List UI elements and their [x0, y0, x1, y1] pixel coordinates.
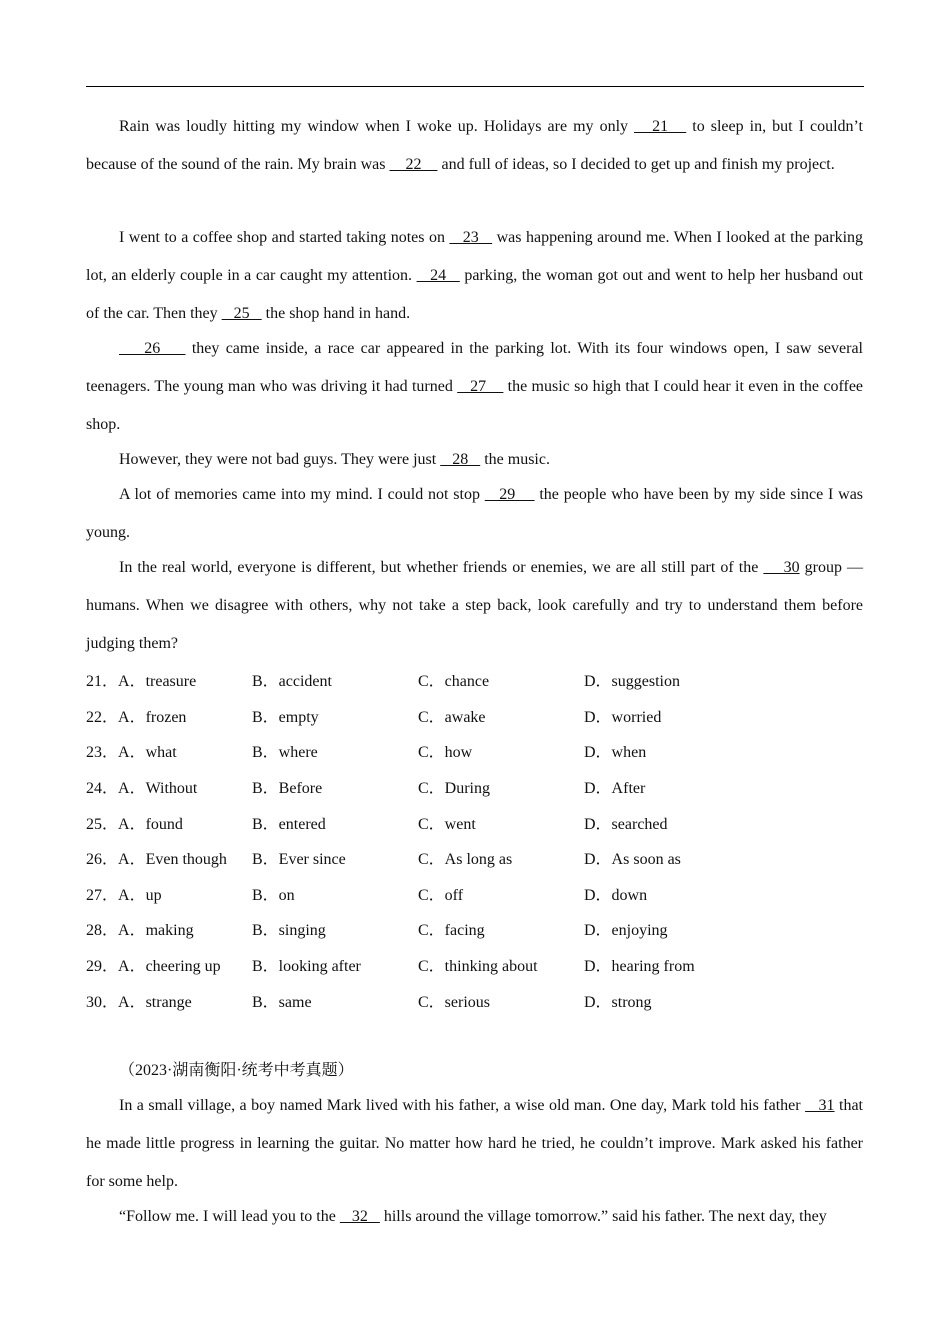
passage-text: hills around the village tomorrow.” said his father. The next day, they — [379, 1208, 827, 1225]
answer-blank: 24 — [416, 267, 460, 284]
answer-option: D．hearing from — [584, 958, 695, 976]
passage1-paragraph-1 — [86, 108, 863, 184]
answer-blank: 22 — [389, 156, 438, 173]
answer-blank: 27 — [457, 378, 504, 395]
answer-option: D．strong — [584, 993, 652, 1011]
answer-option: B．Ever since — [252, 851, 346, 869]
header-rule — [86, 86, 864, 87]
answer-blank: 30 — [763, 559, 800, 576]
passage-text: Rain was loudly hitting my window when I woke up. Holidays are my only — [119, 118, 635, 135]
option-cell — [252, 733, 418, 769]
answer-option: D．As soon as — [584, 851, 681, 869]
answer-option: C．how — [418, 744, 473, 762]
question-row — [86, 840, 866, 876]
option-cell — [86, 982, 252, 1018]
option-cell — [584, 733, 866, 769]
passage1-paragraph-5 — [86, 476, 863, 552]
question-number: 25． — [86, 815, 119, 833]
option-cell — [418, 733, 584, 769]
option-cell — [252, 698, 418, 734]
option-cell — [584, 876, 866, 912]
passage-text: In a small village, a boy named Mark lived with his father, a wise old man. One day, Mark told his father — [119, 1097, 806, 1114]
option-cell — [86, 733, 252, 769]
passage-text: that he made little progress in learning the guitar. No matter how hard he tried, he couldn’t improve. Mark asked his father for some help. — [86, 1097, 864, 1190]
answer-option: D．worried — [584, 708, 662, 726]
passage-text: However, they were not bad guys. They were just — [119, 451, 441, 468]
answer-blank: 21 — [634, 118, 687, 135]
question-number: 30． — [86, 993, 119, 1011]
answer-option: A．making — [118, 922, 194, 940]
option-cell — [252, 840, 418, 876]
option-cell — [86, 876, 252, 912]
option-cell — [252, 804, 418, 840]
option-cell — [86, 804, 252, 840]
answer-option: D．After — [584, 780, 646, 798]
question-row — [86, 947, 866, 983]
passage-text: A lot of memories came into my mind. I could not stop — [119, 486, 485, 503]
option-cell — [584, 662, 866, 698]
passage-text: was happening around me. When I looked at the parking lot, an elderly couple in a car caught my attention. — [86, 229, 864, 284]
answer-option: B．empty — [252, 708, 319, 726]
question-row — [86, 769, 866, 805]
question-number: 23． — [86, 744, 119, 762]
question-number: 27． — [86, 886, 119, 904]
question-number: 22． — [86, 708, 119, 726]
option-cell — [86, 769, 252, 805]
option-cell — [86, 911, 252, 947]
answer-option: D．when — [584, 744, 647, 762]
passage-text: the people who have been by my side since I was young. — [86, 486, 864, 541]
option-cell — [584, 911, 866, 947]
answer-option: C．thinking about — [418, 958, 538, 976]
answer-option: A．Even though — [118, 851, 227, 869]
option-cell — [418, 698, 584, 734]
answer-option: C．went — [418, 815, 476, 833]
answer-option: B．singing — [252, 922, 326, 940]
option-cell — [418, 876, 584, 912]
passage-text: the music so high that I could hear it even in the coffee shop. — [86, 378, 864, 433]
option-cell — [86, 662, 252, 698]
answer-option: B．entered — [252, 815, 326, 833]
option-cell — [584, 804, 866, 840]
passage-text: and full of ideas, so I decided to get up and finish my project. — [437, 156, 835, 173]
answer-option: A．Without — [118, 780, 198, 798]
passage-text: the music. — [480, 451, 550, 468]
answer-option: A．found — [118, 815, 183, 833]
answer-option: C．chance — [418, 673, 490, 691]
answer-blank: 32 — [339, 1208, 380, 1225]
answer-option: B．where — [252, 744, 318, 762]
answer-option: A．treasure — [118, 673, 197, 691]
answer-option: D．suggestion — [584, 673, 681, 691]
option-cell — [252, 982, 418, 1018]
passage-text: I went to a coffee shop and started taking notes on — [119, 229, 450, 246]
option-cell — [86, 840, 252, 876]
answer-option: B．looking after — [252, 958, 361, 976]
answer-option: A．what — [118, 744, 177, 762]
option-cell — [584, 840, 866, 876]
question-row — [86, 733, 866, 769]
question-row — [86, 911, 866, 947]
answer-blank: 29 — [484, 486, 535, 503]
answer-option: B．accident — [252, 673, 332, 691]
option-cell — [584, 769, 866, 805]
passage-text: parking, the woman got out and went to help her husband out of the car. Then they — [86, 267, 864, 322]
question-number: 21． — [86, 673, 119, 691]
question-options-table — [86, 662, 866, 1018]
option-cell — [584, 982, 866, 1018]
option-cell — [252, 662, 418, 698]
option-cell — [418, 769, 584, 805]
question-row — [86, 876, 866, 912]
answer-option: C．awake — [418, 708, 486, 726]
passage-text: “Follow me. I will lead you to the — [119, 1208, 340, 1225]
question-row — [86, 804, 866, 840]
option-cell — [418, 911, 584, 947]
answer-option: B．Before — [252, 780, 323, 798]
passage-text: they came inside, a race car appeared in the parking lot. With its four windows open, I saw several teenagers. The young man who was driving it had turned — [86, 340, 863, 395]
answer-option: D．down — [584, 886, 648, 904]
passage2-paragraph-1 — [86, 1087, 863, 1201]
question-row — [86, 662, 866, 698]
source-label: （2023·湖南衡阳·统考中考真题） — [119, 1062, 354, 1079]
answer-option: C．facing — [418, 922, 485, 940]
option-cell — [584, 947, 866, 983]
answer-blank: 28 — [440, 451, 481, 468]
question-number: 28． — [86, 922, 119, 940]
question-row — [86, 698, 866, 734]
answer-option: B．same — [252, 993, 312, 1011]
answer-blank: 23 — [449, 229, 493, 246]
passage-text: group — humans. When we disagree with others, why not take a step back, look carefully and try to understand them before judging them? — [86, 559, 864, 652]
answer-option: B．on — [252, 886, 295, 904]
answer-option: A．frozen — [118, 708, 187, 726]
option-cell — [86, 698, 252, 734]
option-cell — [252, 876, 418, 912]
answer-option: C．serious — [418, 993, 491, 1011]
answer-option: C．As long as — [418, 851, 513, 869]
answer-option: C．off — [418, 886, 464, 904]
option-cell — [86, 947, 252, 983]
question-number: 26． — [86, 851, 119, 869]
option-cell — [418, 662, 584, 698]
passage1-paragraph-3 — [86, 330, 863, 444]
question-row — [86, 982, 866, 1018]
question-number: 24． — [86, 780, 119, 798]
passage1-paragraph-2 — [86, 219, 863, 333]
answer-blank: 25 — [221, 305, 262, 322]
passage1-paragraph-4 — [86, 441, 863, 479]
answer-option: A．up — [118, 886, 162, 904]
question-number: 29． — [86, 958, 119, 976]
option-cell — [418, 804, 584, 840]
option-cell — [252, 947, 418, 983]
option-cell — [418, 947, 584, 983]
answer-option: A．cheering up — [118, 958, 221, 976]
passage1-paragraph-6 — [86, 549, 863, 663]
passage-text: In the real world, everyone is different, but whether friends or enemies, we are all still part of the — [119, 559, 764, 576]
answer-option: D．searched — [584, 815, 668, 833]
option-cell — [584, 698, 866, 734]
option-cell — [252, 769, 418, 805]
passage-text: the shop hand in hand. — [261, 305, 411, 322]
answer-blank: 26 — [119, 340, 186, 357]
option-cell — [418, 840, 584, 876]
passage-text: to sleep in, but I couldn’t because of the sound of the rain. My brain was — [86, 118, 863, 173]
passage2-paragraph-2 — [86, 1198, 863, 1236]
answer-option: C．During — [418, 780, 491, 798]
answer-blank: 31 — [805, 1097, 835, 1114]
answer-option: D．enjoying — [584, 922, 668, 940]
answer-option: A．strange — [118, 993, 192, 1011]
option-cell — [252, 911, 418, 947]
option-cell — [418, 982, 584, 1018]
